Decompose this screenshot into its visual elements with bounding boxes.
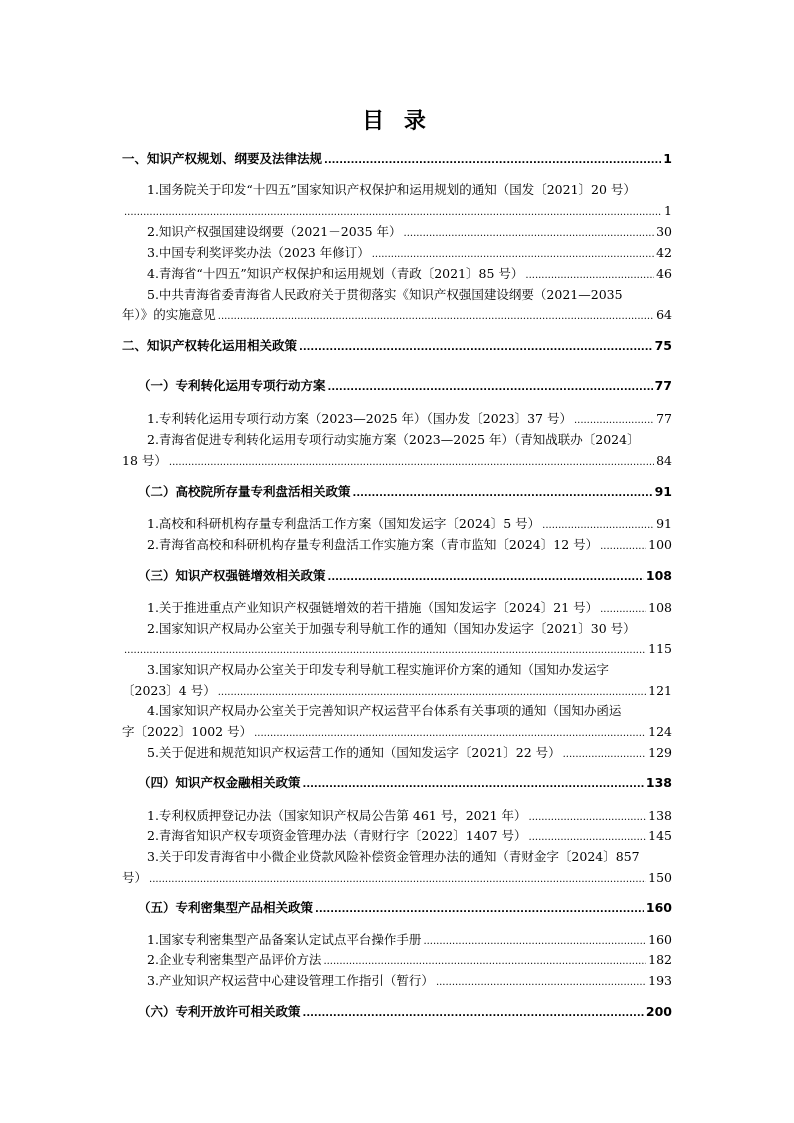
toc-page-number: 108: [645, 568, 672, 583]
toc-entry-2-4-2[interactable]: [147, 828, 672, 846]
toc-entry-text: 1.高校和科研机构存量专利盘活工作方案（国知发运字〔2024〕5 号）: [147, 516, 541, 531]
dot-leader: [218, 309, 654, 325]
toc-page-number: 138: [645, 775, 672, 790]
toc-entry-text: （三）知识产权强链增效相关政策: [138, 568, 326, 583]
toc-entry-2-3-2-cont[interactable]: [122, 641, 672, 659]
toc-entry-2-2-1[interactable]: [147, 516, 672, 534]
toc-entry-text: 18 号）: [122, 453, 167, 468]
toc-entry-text: （二）高校院所存量专利盘活相关政策: [138, 484, 351, 499]
dot-leader: [542, 518, 654, 534]
toc-entry-text: 4.青海省“十四五”知识产权保护和运用规划（青政〔2021〕85 号）: [147, 266, 524, 281]
toc-page-number: 193: [648, 973, 672, 988]
toc-entry-subsection-2[interactable]: [138, 484, 672, 502]
dot-leader: [328, 570, 644, 586]
toc-entry-2-3-3[interactable]: 3.国家知识产权局办公室关于印发专利导航工程实施评价方案的通知（国知办发运字: [147, 662, 609, 677]
toc-entry-text: 3.产业知识产权运营中心建设管理工作指引（暂行）: [147, 973, 434, 988]
toc-entry-text: 二、知识产权转化运用相关政策: [122, 338, 298, 353]
toc-page-number: 145: [648, 828, 672, 843]
dot-leader: [423, 934, 646, 950]
dot-leader: [315, 902, 644, 918]
toc-entry-2-2-2[interactable]: [147, 537, 672, 555]
toc-entry-1-3[interactable]: [147, 245, 672, 263]
dot-leader: [254, 726, 646, 742]
toc-entry-2-4-3-cont[interactable]: [122, 870, 672, 888]
toc-entry-2-3-5[interactable]: [147, 745, 672, 763]
toc-page-number: 138: [648, 808, 672, 823]
toc-entry-2-3-4[interactable]: 4.国家知识产权局办公室关于完善知识产权运营平台体系有关事项的通知（国知办函运: [147, 703, 622, 718]
dot-leader: [353, 486, 653, 502]
toc-entry-text: 号）: [122, 870, 148, 885]
toc-entry-2-4-3[interactable]: 3.关于印发青海省中小微企业贷款风险补偿资金管理办法的通知（青财金字〔2024〕857: [147, 849, 640, 864]
dot-leader: [574, 413, 654, 429]
toc-page-number: 64: [656, 307, 672, 322]
dot-leader: [529, 810, 647, 826]
dot-leader: [529, 830, 647, 846]
toc-entry-2-3-3-cont[interactable]: [122, 683, 672, 701]
toc-entry-section-1[interactable]: [122, 151, 672, 169]
toc-entry-text: 2.企业专利密集型产品评价方法: [147, 952, 322, 967]
dot-leader: [404, 226, 655, 242]
toc-entry-text: 1.专利转化运用专项行动方案（2023—2025 年）（国办发〔2023〕37 号）: [147, 411, 572, 426]
toc-page-number: 91: [656, 516, 672, 531]
dot-leader: [218, 685, 646, 701]
toc-entry-2-3-4-cont[interactable]: [122, 724, 672, 742]
toc-page-number: 124: [648, 724, 672, 739]
toc-page-number: 115: [648, 641, 672, 656]
dot-leader: [436, 975, 646, 991]
toc-entry-1-4[interactable]: [147, 266, 672, 284]
toc-page-number: 84: [656, 453, 672, 468]
toc-entry-text: 1.国家专利密集型产品备案认定试点平台操作手册: [147, 932, 422, 947]
toc-page-number: 1: [664, 203, 672, 218]
toc-entry-text: （五）专利密集型产品相关政策: [138, 900, 314, 915]
dot-leader: [525, 268, 654, 284]
dot-leader: [303, 777, 644, 793]
toc-entry-section-2[interactable]: [122, 338, 672, 356]
toc-entry-1-5-cont[interactable]: [122, 307, 672, 325]
toc-entry-text: 年）》的实施意见: [122, 307, 216, 322]
dot-leader: [328, 380, 653, 396]
toc-entry-text: 字〔2022〕1002 号）: [122, 724, 253, 739]
toc-page-number: 108: [648, 600, 672, 615]
toc-entry-text: （四）知识产权金融相关政策: [138, 775, 301, 790]
dot-leader: [149, 872, 646, 888]
toc-page-number: 75: [654, 338, 672, 353]
toc-entry-2-1-2-cont[interactable]: [122, 453, 672, 471]
dot-leader: [323, 954, 646, 970]
toc-entry-2-4-1[interactable]: [147, 808, 672, 826]
toc-page-number: 1: [663, 151, 672, 166]
toc-page-number: 77: [656, 411, 672, 426]
toc-page-number: 150: [648, 870, 672, 885]
toc-entry-text: （六）专利开放许可相关政策: [138, 1004, 301, 1019]
dot-leader: [563, 747, 647, 763]
toc-entry-text: （一）专利转化运用专项行动方案: [138, 378, 326, 393]
toc-entry-text: 2.青海省知识产权专项资金管理办法（青财行字〔2022〕1407 号）: [147, 828, 527, 843]
toc-entry-text: 一、知识产权规划、纲要及法律法规: [122, 151, 323, 166]
toc-entry-subsection-6[interactable]: [138, 1004, 672, 1022]
toc-entry-1-5[interactable]: 5.中共青海省委青海省人民政府关于贯彻落实《知识产权强国建设纲要（2021—2035: [147, 287, 623, 302]
toc-page-number: 30: [656, 224, 672, 239]
toc-entry-subsection-4[interactable]: [138, 775, 672, 793]
dot-leader: [324, 153, 661, 169]
toc-entry-text: 1.专利权质押登记办法（国家知识产权局公告第 461 号，2021 年）: [147, 808, 527, 823]
toc-page-number: 129: [648, 745, 672, 760]
dot-leader: [169, 455, 654, 471]
toc-entry-text: 1.关于推进重点产业知识产权强链增效的若干措施（国知发运字〔2024〕21 号）: [147, 600, 599, 615]
dot-leader: [303, 1006, 644, 1022]
toc-entry-text: 3.中国专利奖评奖办法（2023 年修订）: [147, 245, 370, 260]
toc-entry-1-1-cont[interactable]: [122, 203, 672, 221]
toc-page-number: 46: [656, 266, 672, 281]
toc-entry-text: 〔2023〕4 号）: [122, 683, 216, 698]
toc-page-number: 100: [648, 537, 672, 552]
dot-leader: [299, 340, 653, 356]
toc-entry-subsection-1[interactable]: [138, 378, 672, 396]
dot-leader: [600, 602, 646, 618]
toc-entry-2-1-2[interactable]: 2.青海省促进专利转化运用专项行动实施方案（2023—2025 年）（青知战联办〔2024〕: [147, 432, 640, 447]
toc-page-number: 77: [654, 378, 672, 393]
dot-leader: [124, 205, 662, 221]
toc-entry-2-3-1[interactable]: [147, 600, 672, 618]
toc-entry-2-5-1[interactable]: [147, 932, 672, 950]
dot-leader: [372, 247, 654, 263]
toc-entry-2-3-2[interactable]: 2.国家知识产权局办公室关于加强专利导航工作的通知（国知办发运字〔2021〕30 号）: [147, 621, 636, 636]
toc-page-number: 200: [645, 1004, 672, 1019]
toc-page-number: 182: [648, 952, 672, 967]
page-title: 目 录: [362, 108, 432, 134]
toc-entry-1-1[interactable]: 1.国务院关于印发“十四五”国家知识产权保护和运用规划的通知（国发〔2021〕20 号）: [147, 182, 636, 197]
toc-page-number: 160: [648, 932, 672, 947]
toc-entry-subsection-5[interactable]: [138, 900, 672, 918]
toc-page-number: 42: [656, 245, 672, 260]
toc-page-number: 121: [648, 683, 672, 698]
dot-leader: [600, 539, 646, 555]
toc-entry-text: 2.知识产权强国建设纲要（2021－2035 年）: [147, 224, 402, 239]
toc-entry-text: 2.青海省高校和科研机构存量专利盘活工作实施方案（青市监知〔2024〕12 号）: [147, 537, 599, 552]
toc-entry-subsection-3[interactable]: [138, 568, 672, 586]
toc-entry-2-5-2[interactable]: [147, 952, 672, 970]
toc-page-number: 160: [645, 900, 672, 915]
toc-entry-2-1-1[interactable]: [147, 411, 672, 429]
toc-entry-2-5-3[interactable]: [147, 973, 672, 991]
toc-entry-1-2[interactable]: [147, 224, 672, 242]
toc-page-number: 91: [654, 484, 672, 499]
toc-entry-text: 5.关于促进和规范知识产权运营工作的通知（国知发运字〔2021〕22 号）: [147, 745, 561, 760]
dot-leader: [124, 643, 646, 659]
